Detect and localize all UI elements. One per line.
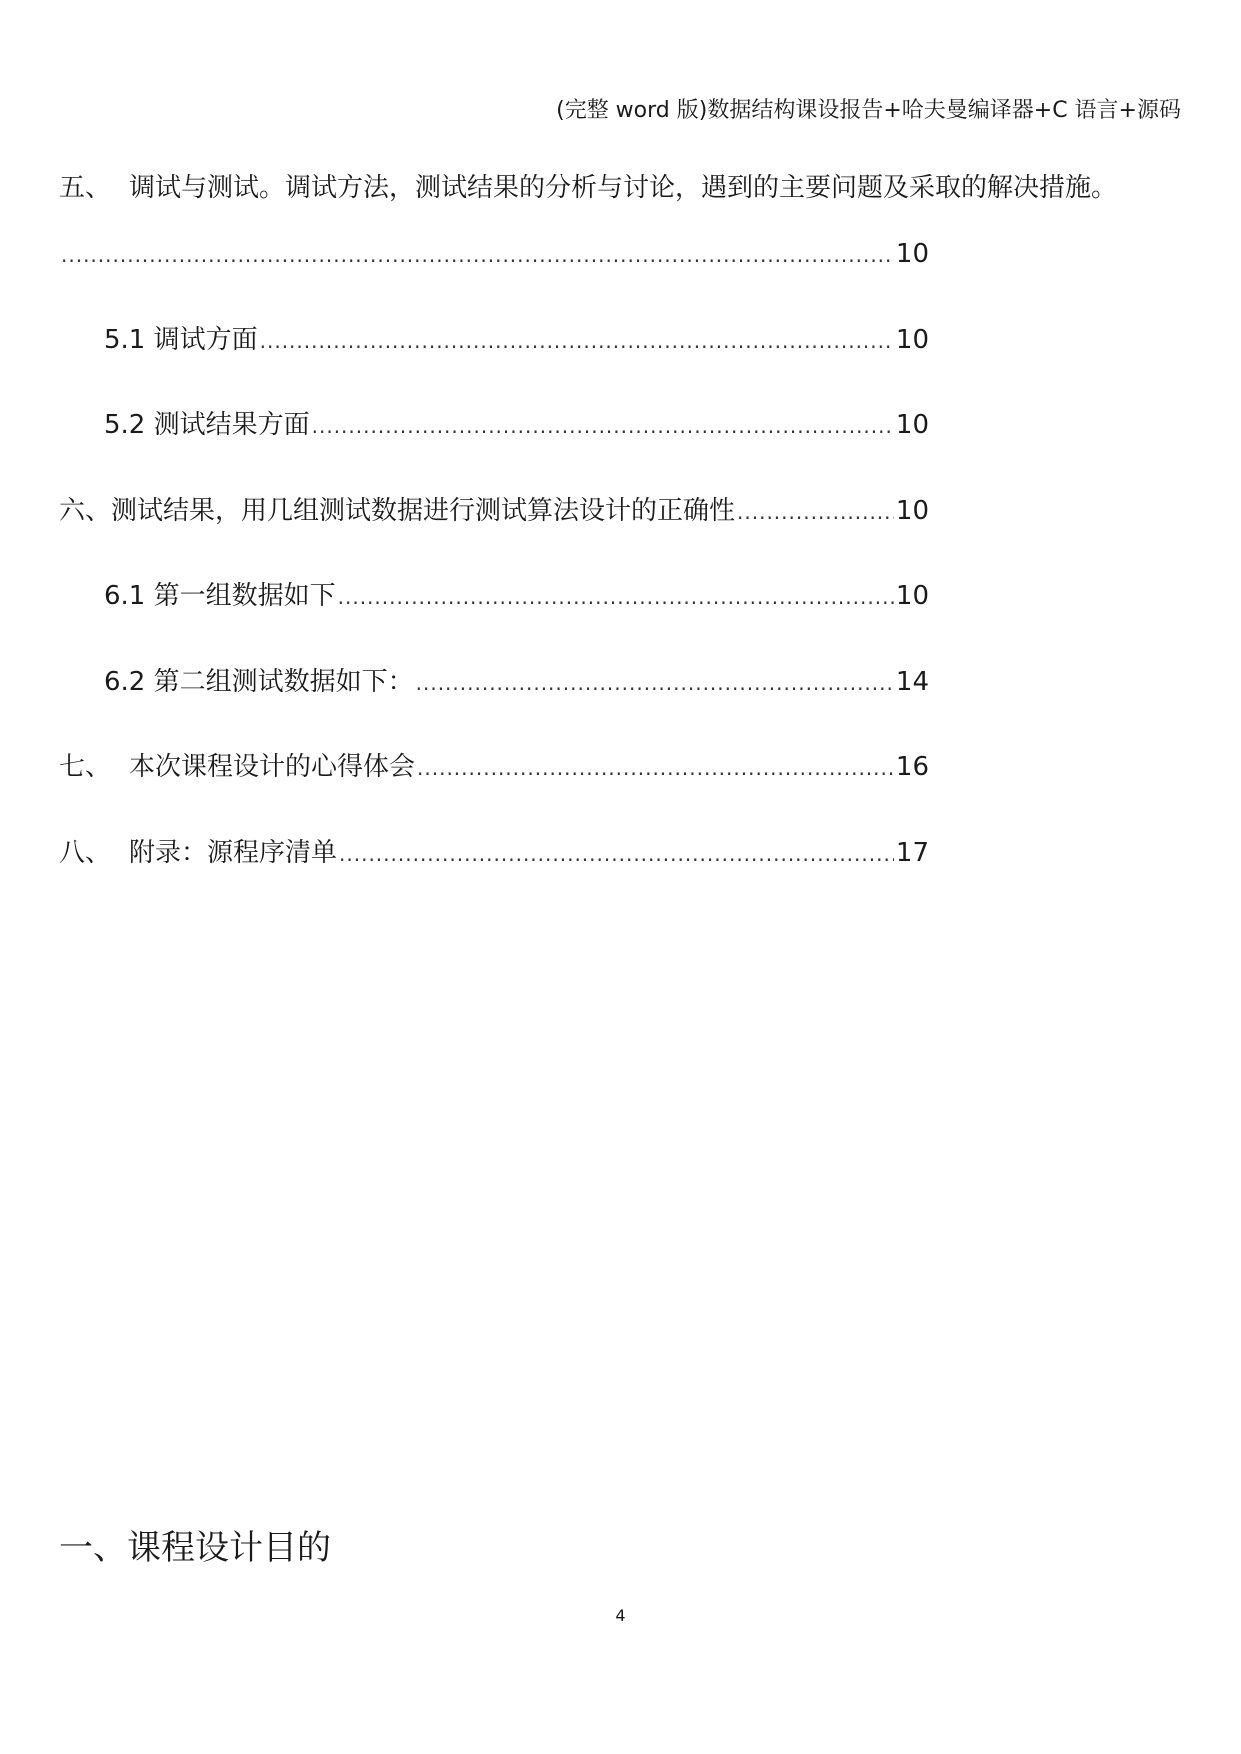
toc-entry-8 bbox=[59, 835, 929, 872]
toc-entry-5-2 bbox=[104, 407, 929, 444]
toc-entry-6-2-page: 14 bbox=[895, 667, 929, 697]
toc-leader bbox=[338, 579, 894, 615]
document-header: (完整 word 版)数据结构课设报告+哈夫曼编译器+C 语言+源码 bbox=[556, 98, 1181, 123]
toc-leader bbox=[312, 408, 894, 444]
toc-entry-7 bbox=[59, 749, 929, 786]
page-number: 4 bbox=[615, 1606, 626, 1625]
toc-entry-6-1 bbox=[104, 578, 929, 615]
toc-entry-7-page: 16 bbox=[895, 752, 929, 782]
toc-entry-8-number: 八、 bbox=[59, 838, 112, 868]
toc-leader bbox=[417, 750, 894, 786]
toc-entry-5-title bbox=[59, 170, 1117, 206]
toc-entry-5-leader-line bbox=[59, 236, 929, 273]
toc-entry-6-2 bbox=[104, 664, 929, 701]
toc-entry-8-page: 17 bbox=[895, 838, 929, 868]
toc-entry-6-page: 10 bbox=[895, 496, 929, 526]
toc-entry-5-1-text: 5.1 调试方面 bbox=[104, 325, 258, 355]
toc-leader bbox=[339, 836, 894, 872]
toc-entry-5-page: 10 bbox=[895, 239, 929, 269]
toc-entry-6-1-text: 6.1 第一组数据如下 bbox=[104, 581, 336, 611]
toc-entry-5-text: 调试与测试。调试方法，测试结果的分析与讨论，遇到的主要问题及采取的解决措施。 bbox=[129, 173, 1118, 203]
toc-entry-6 bbox=[59, 493, 929, 530]
toc-leader bbox=[416, 665, 894, 701]
toc-leader bbox=[61, 237, 894, 273]
toc-leader bbox=[737, 494, 894, 530]
toc-entry-7-text: 本次课程设计的心得体会 bbox=[129, 752, 416, 782]
toc-leader bbox=[260, 323, 894, 359]
toc-entry-6-2-text: 6.2 第二组测试数据如下： bbox=[104, 667, 414, 697]
toc-entry-5-2-page: 10 bbox=[895, 410, 929, 440]
toc-entry-5-1-page: 10 bbox=[895, 325, 929, 355]
toc-entry-8-text: 附录：源程序清单 bbox=[129, 838, 338, 868]
toc-entry-5-number: 五、 bbox=[59, 173, 112, 203]
section-title: 一、课程设计目的 bbox=[59, 1528, 331, 1568]
toc-entry-5-2-text: 5.2 测试结果方面 bbox=[104, 410, 310, 440]
toc-entry-6-text: 六、测试结果，用几组测试数据进行测试算法设计的正确性 bbox=[59, 496, 736, 526]
toc-entry-7-number: 七、 bbox=[59, 752, 112, 782]
toc-entry-5-1 bbox=[104, 322, 929, 359]
toc-entry-6-1-page: 10 bbox=[895, 581, 929, 611]
